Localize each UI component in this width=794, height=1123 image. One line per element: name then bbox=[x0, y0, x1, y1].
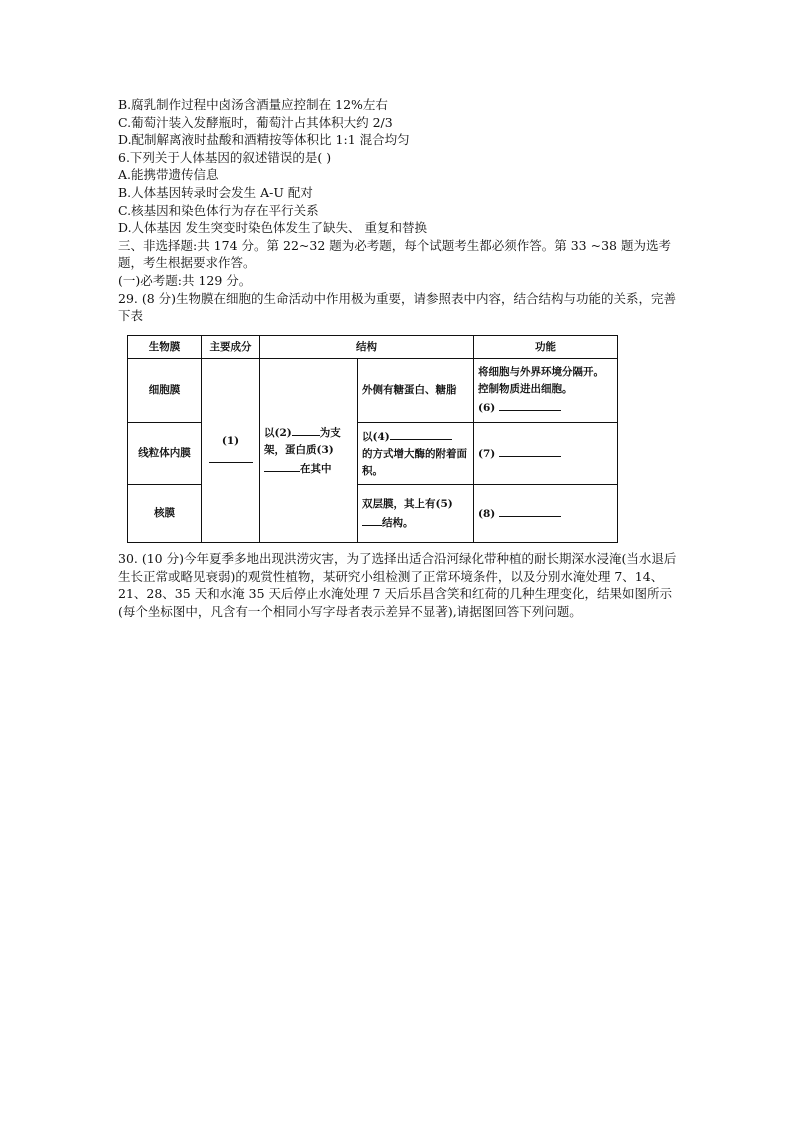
mito-structure-text: 的方式增大酶的附着面积。 bbox=[362, 448, 467, 477]
structure-text-b: 为支架，蛋白质(3) bbox=[264, 427, 341, 456]
option-a-6: A.能携带遗传信息 bbox=[118, 167, 219, 183]
row-label-nucleus: 核膜 bbox=[128, 485, 202, 543]
header-structure: 结构 bbox=[260, 336, 474, 359]
table-header-row bbox=[128, 336, 618, 359]
cell-membrane-function: 将细胞与外界环境分隔开。控制物质进出细胞。 bbox=[478, 366, 604, 395]
option-b-5: B.腐乳制作过程中卤汤含酒量应控制在 12%左右 bbox=[118, 97, 388, 112]
membrane-table bbox=[127, 335, 618, 543]
nucleus-function-cell bbox=[474, 485, 618, 543]
header-component: 主要成分 bbox=[202, 336, 260, 359]
row-label-mitochondria: 线粒体内膜 bbox=[128, 423, 202, 485]
shared-structure-cell bbox=[260, 359, 358, 543]
required-section: (一)必考题:共 129 分。 bbox=[118, 272, 252, 288]
option-c-6: C.核基因和染色体行为存在平行关系 bbox=[118, 202, 319, 218]
table-row bbox=[128, 485, 618, 543]
option-d-5: D.配制解离液时盐酸和酒精按等体积比 1:1 混合均匀 bbox=[118, 132, 410, 148]
structure-text-c: 在其中 bbox=[300, 463, 332, 475]
blank-6-label: (6) bbox=[478, 402, 496, 414]
option-d-6: D.人体基因 发生突变时染色体发生了缺失、 重复和替换 bbox=[118, 220, 427, 236]
main-component-cell bbox=[202, 359, 260, 543]
header-function: 功能 bbox=[474, 336, 618, 359]
table-row bbox=[128, 423, 618, 485]
header-membrane: 生物膜 bbox=[128, 336, 202, 359]
question-text-block bbox=[118, 96, 678, 325]
blank-2[interactable] bbox=[292, 423, 320, 436]
question-6: 6.下列关于人体基因的叙述错误的是( ) bbox=[118, 149, 332, 165]
blank-7-label: (7) bbox=[478, 448, 496, 460]
nucleus-structure-cell bbox=[358, 485, 474, 543]
blank-1[interactable] bbox=[209, 450, 253, 463]
membrane-table-wrapper bbox=[127, 335, 617, 543]
blank-8[interactable] bbox=[499, 504, 561, 517]
blank-6[interactable] bbox=[499, 398, 561, 411]
blank-8-label: (8) bbox=[478, 508, 496, 520]
blank-4[interactable] bbox=[390, 427, 452, 440]
blank-4-label: 以(4) bbox=[362, 431, 390, 443]
table-row bbox=[128, 359, 618, 423]
blank-2-label: 以(2) bbox=[264, 427, 292, 439]
question-30: 30. (10 分)今年夏季多地出现洪涝灾害，为了选择出适合沿河绿化带种植的耐长期深水浸淹(当水退后生长正常或略见衰弱)的观赏性植物，某研究小组检测了正常环境条件，以及分别水淹处理 7、14、21、28、35 天和水淹 35 天后停止水淹处理 7 天后乐昌含笑和红荷的几种生理变化，结果如图所示(每个坐标图中，凡含有一个相同小写字母者表示差异不显著),请据图回答下列问题。 bbox=[118, 551, 677, 619]
blank-5[interactable] bbox=[362, 513, 382, 526]
blank-5-label: 双层膜，其上有(5) bbox=[362, 497, 453, 510]
mito-structure-cell bbox=[358, 423, 474, 485]
blank-3[interactable] bbox=[264, 459, 300, 472]
cell-membrane-function-cell bbox=[474, 359, 618, 423]
nucleus-structure-text: 结构。 bbox=[382, 516, 414, 529]
question-29: 29. (8 分)生物膜在细胞的生命活动中作用极为重要，请参照表中内容，结合结构与功能的关系，完善下表 bbox=[118, 290, 677, 324]
option-b-6: B.人体基因转录时会发生 A-U 配对 bbox=[118, 184, 313, 200]
cell-membrane-structure: 外侧有糖蛋白、糖脂 bbox=[358, 359, 474, 423]
section-3-heading: 三、非选择题:共 174 分。第 22~32 题为必考题，每个试题考生都必须作答。第 33 ~38 题为选考题，考生根据要求作答。 bbox=[118, 237, 671, 271]
blank-7[interactable] bbox=[499, 444, 561, 457]
row-label-cell-membrane: 细胞膜 bbox=[128, 359, 202, 423]
mito-function-cell bbox=[474, 423, 618, 485]
option-c-5: C.葡萄汁装入发酵瓶时，葡萄汁占其体积大约 2/3 bbox=[118, 114, 393, 130]
blank-1-label: (1) bbox=[221, 434, 240, 447]
